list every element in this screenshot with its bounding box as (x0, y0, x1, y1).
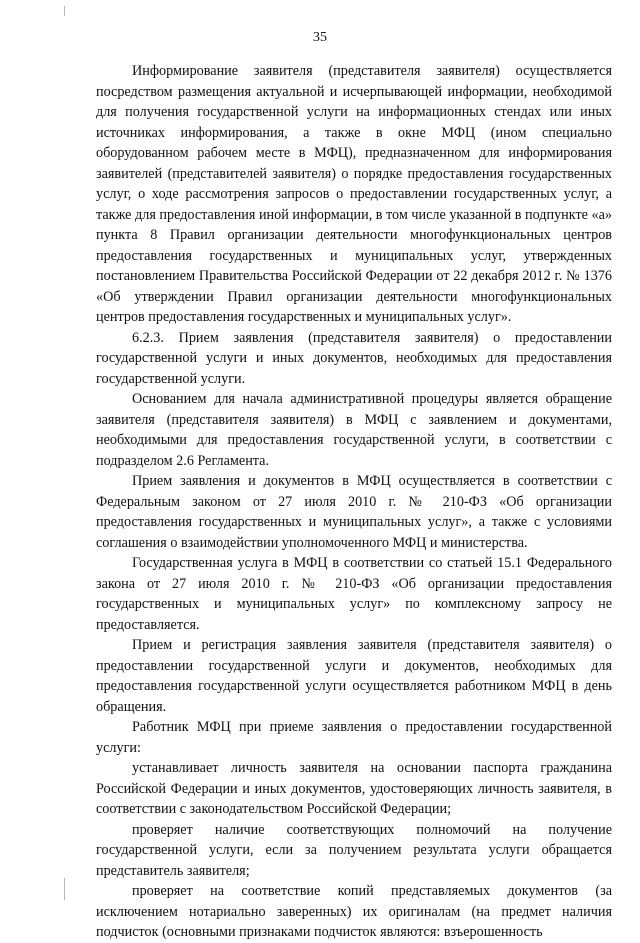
paragraph-complex-request: Государственная услуга в МФЦ в соответствии со статьей 15.1 Федерального закона от 27 июля 2010 г. № 210-ФЗ «Об организации предоставления государственных и муниципальных услуг» по комплексному запросу не предоставляется. (96, 555, 612, 633)
paragraph-reception: Прием заявления и документов в МФЦ осуществляется в соответствии с Федеральным законом от 27 июля 2010 г. № 210-ФЗ «Об организации предоставления государственных и муниципальных услуг», а также с условиями соглашения о взаимодействии уполномоченного МФЦ и министерства. (96, 473, 612, 551)
paragraph-registration: Прием и регистрация заявления заявителя (представителя заявителя) о предоставлении государственной услуги и документов, необходимых для предоставления государственной услуги осуществляется работником МФЦ в день обращения. (96, 637, 612, 715)
document-body (96, 61, 612, 943)
paragraph-authority-check: проверяет наличие соответствующих полномочий на получение государственной услуги, если за получением результата услуги обращается представитель заявителя; (96, 821, 612, 879)
paragraph-basis: Основанием для начала административной процедуры является обращение заявителя (представителя заявителя) в МФЦ с заявлением и документами, необходимыми для предоставления государственной услуги, в соответствии с подразделом 2.6 Регламента. (96, 391, 612, 469)
page-number: 35 (313, 30, 327, 45)
paragraph-worker-duties: Работник МФЦ при приеме заявления о предоставлении государственной услуги: (96, 719, 612, 756)
paragraph-copies-check: проверяет на соответствие копий представляемых документов (за исключением нотариально заверенных) их оригиналам (на предмет наличия подчисток (основными признаками подчисток являются: взъерошенность (96, 883, 612, 940)
paragraph-informing: Информирование заявителя (представителя заявителя) осуществляется посредством размещения актуальной и исчерпывающей информации, необходимой для получения государственной услуги на информационных стендах или иных источниках информирования, а также в окне МФЦ (ином специально оборудованном рабочем месте в МФЦ), предназначенном для информирования заявителей (представителей заявителя) о порядке предоставления государственных услуг, о ходе рассмотрения запросов о предоставлении государственных услуг, а также для предоставления иной информации, в том числе указанной в подпункте «а» пункта 8 Правил организации деятельности многофункциональных центров предоставления государственных и муниципальных услуг, утвержденных постановлением Правительства Российской Федерации от 22 декабря 2012 г. № 1376 «Об утверждении Правил организации деятельности многофункциональных центров предоставления государственных и муниципальных услуг». (96, 63, 612, 325)
paragraph-identity-check: устанавливает личность заявителя на основании паспорта гражданина Российской Федерации и иных документов, удостоверяющих личность заявителя, в соответствии с законодательством Российской Федерации; (96, 760, 612, 817)
scan-edge-mark (64, 6, 65, 16)
scan-edge-mark (64, 878, 65, 900)
paragraph-section-6-2-3: 6.2.3. Прием заявления (представителя заявителя) о предоставлении государственной услуги и иных документов, необходимых для предоставления государственной услуги. (96, 329, 612, 387)
